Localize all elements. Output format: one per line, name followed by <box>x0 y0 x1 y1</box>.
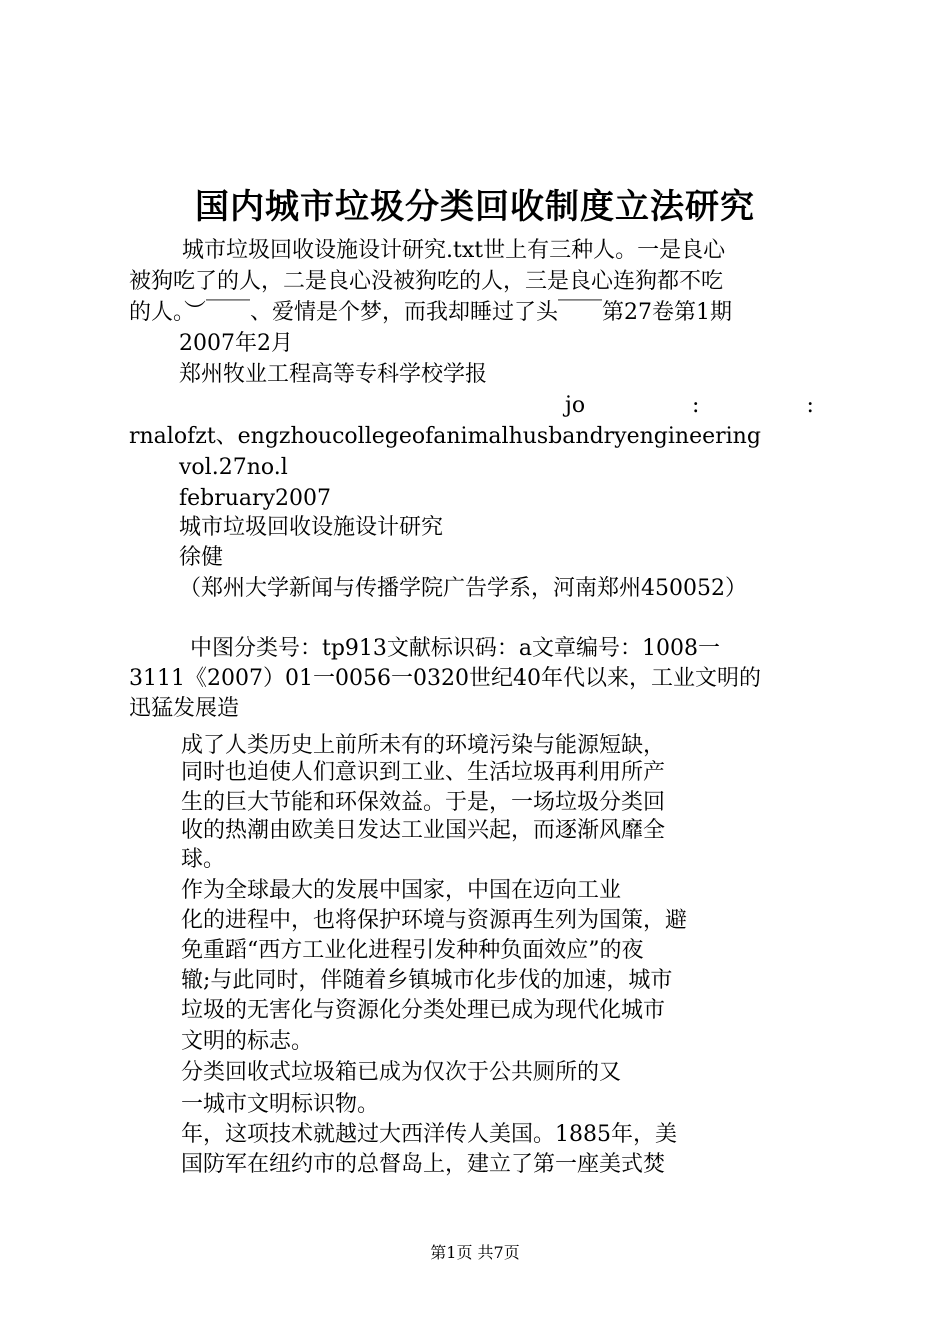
text-line: jo : : <box>565 393 814 418</box>
text-line: （郑州大学新闻与传播学院广告学系，河南郑州450052） <box>179 576 747 601</box>
text-line: 3111《2007）01一0056一0320世纪40年代以来，工业文明的 <box>129 666 761 691</box>
text-line: 文明的标志。 <box>181 1029 314 1054</box>
text-line: 徐健 <box>179 545 224 570</box>
text-line: 生的巨大节能和环保效益。于是，一场垃圾分类回 <box>181 790 666 815</box>
text-line: 郑州牧业工程高等专科学校学报 <box>179 362 488 387</box>
text-line: 迅猛发展造 <box>129 696 240 721</box>
text-line: 作为全球最大的发展中国家，中国在迈向工业 <box>181 878 622 903</box>
text-line: 城市垃圾回收设施设计研究.txt世上有三种人。一是良心 <box>182 238 726 263</box>
text-line: 的人。︶￣￣、爱情是个梦，而我却睡过了头￣￣第27卷第1期 <box>129 300 732 325</box>
text-line: vol.27no.l <box>179 455 288 480</box>
text-line: 年，这项技术就越过大西洋传人美国。1885年，美 <box>181 1122 677 1147</box>
text-line: 免重蹈“西方工业化进程引发种种负面效应”的夜 <box>181 938 644 963</box>
text-line: 分类回收式垃圾箱已成为仅次于公共厕所的又 <box>181 1060 622 1085</box>
text-line: 成了人类历史上前所未有的环境污染与能源短缺， <box>181 733 666 758</box>
text-line: 球。 <box>181 847 226 872</box>
text-line: 城市垃圾回收设施设计研究 <box>179 515 444 540</box>
text-line: 辙;与此同时，伴随着乡镇城市化步伐的加速，城市 <box>181 968 673 993</box>
text-line: 垃圾的无害化与资源化分类处理已成为现代化城市 <box>181 998 666 1023</box>
text-line: 国防军在纽约市的总督岛上，建立了第一座美式焚 <box>181 1152 666 1177</box>
text-line: 中图分类号：tp913文献标识码：a文章编号：1008一 <box>190 636 721 661</box>
text-line: 2007年2月 <box>179 331 293 356</box>
text-line: 同时也迫使人们意识到工业、生活垃圾再利用所产 <box>181 760 666 785</box>
page-title: 国内城市垃圾分类回收制度立法研究 <box>195 187 755 227</box>
text-line: 一城市文明标识物。 <box>181 1092 380 1117</box>
text-line: rnalofzt、engzhoucollegeofanimalhusbandryengineering <box>129 424 761 449</box>
page-footer: 第1页 共7页 <box>430 1243 520 1262</box>
text-line: february2007 <box>179 486 331 511</box>
text-line: 收的热潮由欧美日发达工业国兴起，而逐渐风靡全 <box>181 818 666 843</box>
text-line: 被狗吃了的人，二是良心没被狗吃的人，三是良心连狗都不吃 <box>129 269 724 294</box>
text-line: 化的进程中，也将保护环境与资源再生列为国策，避 <box>181 908 688 933</box>
